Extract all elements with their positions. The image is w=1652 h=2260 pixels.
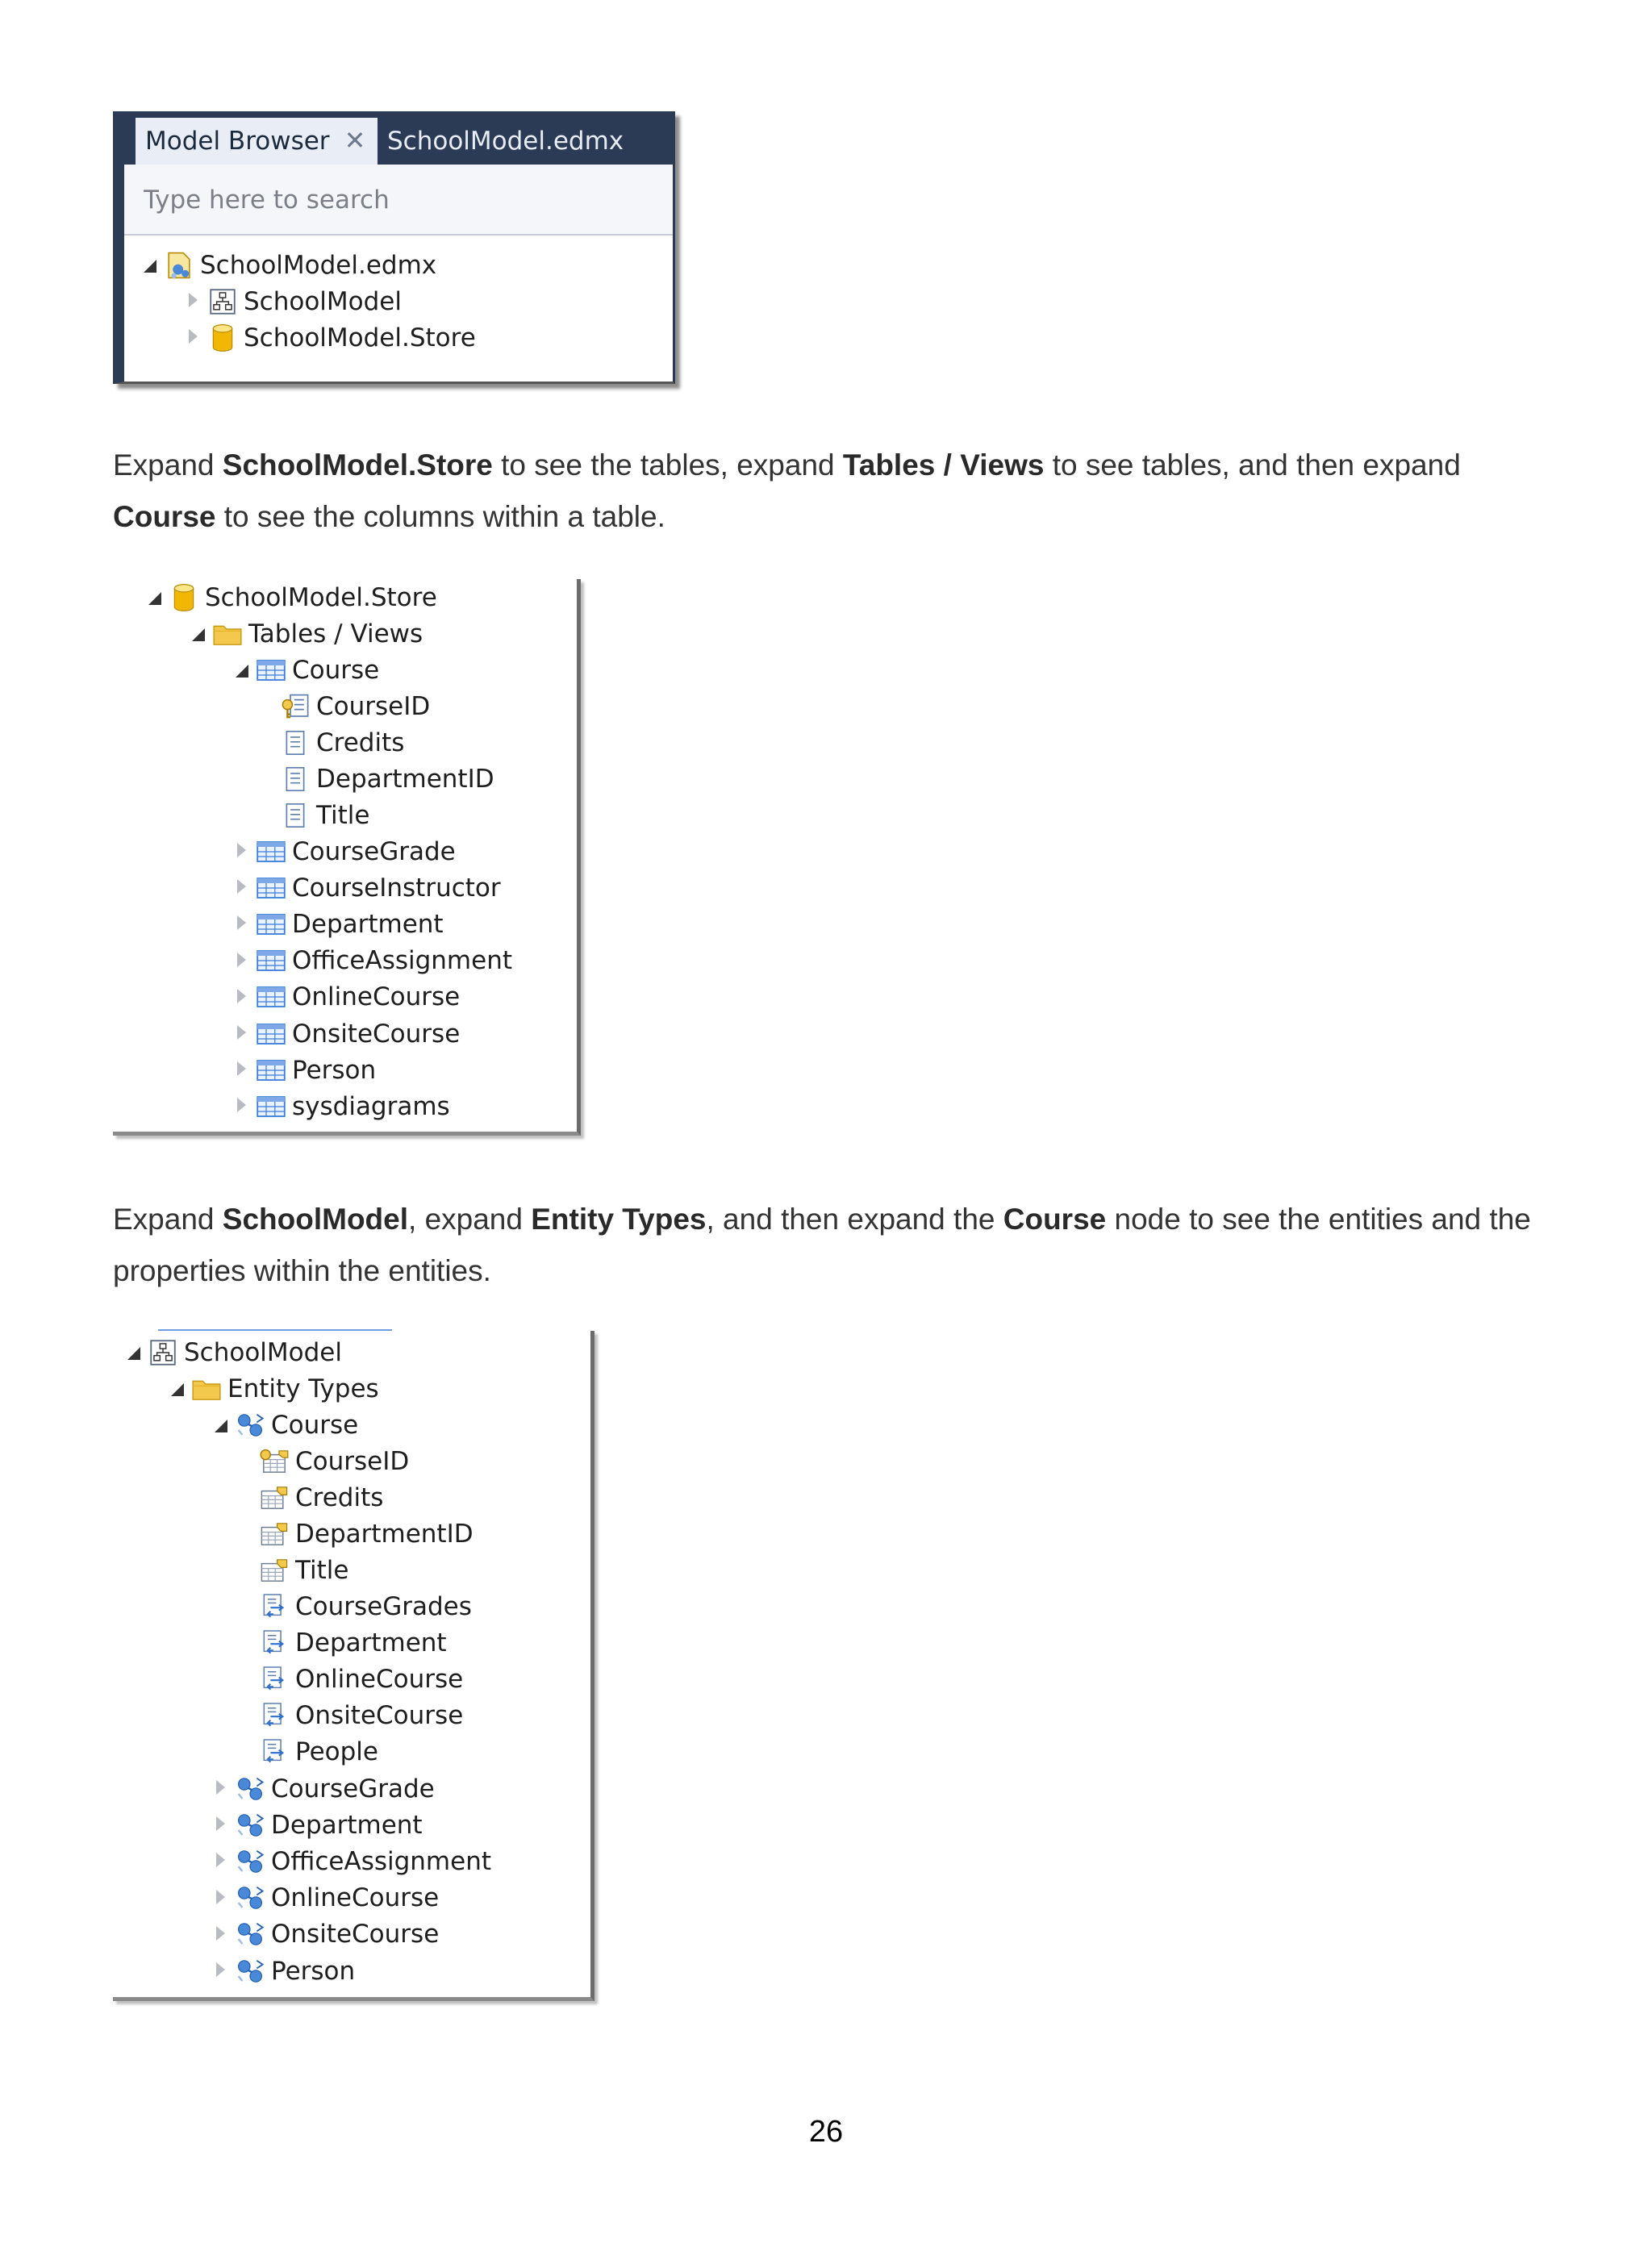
tree-node-label: CourseGrades bbox=[295, 1591, 472, 1621]
folder-icon bbox=[189, 1370, 224, 1407]
table-icon bbox=[253, 1052, 289, 1088]
tree-node-edmx-root[interactable] bbox=[139, 247, 436, 283]
expand-arrow-icon[interactable] bbox=[182, 319, 205, 356]
bold-text: Entity Types bbox=[531, 1203, 707, 1236]
table-icon bbox=[253, 1088, 289, 1124]
tree-node-label: Tables / Views bbox=[248, 619, 423, 648]
entity-icon bbox=[232, 1843, 268, 1879]
collapse-arrow-icon[interactable] bbox=[144, 579, 166, 615]
collapse-arrow-icon[interactable] bbox=[187, 615, 210, 652]
entity-icon bbox=[232, 1953, 268, 1989]
tree-node-label: CourseInstructor bbox=[292, 873, 501, 903]
page-number: 26 bbox=[808, 2115, 844, 2149]
expand-arrow-icon[interactable] bbox=[210, 1953, 232, 1989]
column-icon bbox=[277, 761, 313, 797]
tree-node-table[interactable] bbox=[231, 1052, 376, 1088]
tree-node-label: Entity Types bbox=[227, 1374, 379, 1403]
selection-line bbox=[158, 1329, 392, 1331]
database-icon bbox=[205, 319, 240, 356]
table-icon bbox=[253, 869, 289, 906]
expand-arrow-icon[interactable] bbox=[210, 1916, 232, 1953]
table-icon bbox=[253, 1015, 289, 1052]
bold-text: SchoolModel bbox=[222, 1203, 409, 1236]
indent-spacer bbox=[234, 1734, 257, 1770]
edmx-file-icon bbox=[161, 247, 197, 283]
tab-bar bbox=[124, 111, 673, 165]
bold-text: SchoolModel.Store bbox=[222, 448, 493, 482]
model-diagram-icon bbox=[205, 283, 240, 319]
database-icon bbox=[166, 579, 202, 615]
table-icon bbox=[253, 906, 289, 942]
expand-arrow-icon[interactable] bbox=[231, 833, 253, 869]
table-icon bbox=[253, 652, 289, 688]
tree-node-entity[interactable] bbox=[210, 1953, 355, 1989]
tree-node-label: Course bbox=[271, 1410, 359, 1440]
tree-node-entity[interactable] bbox=[210, 1770, 435, 1807]
entity-icon bbox=[232, 1880, 268, 1916]
tree-node-entity[interactable] bbox=[210, 1807, 423, 1843]
expand-arrow-icon[interactable] bbox=[231, 943, 253, 979]
tree-node-label: CourseGrade bbox=[292, 836, 456, 866]
text: Expand bbox=[113, 448, 223, 482]
tree-node-label: DepartmentID bbox=[316, 764, 494, 794]
tree-node-table[interactable] bbox=[231, 833, 456, 869]
property-icon bbox=[257, 1553, 292, 1589]
indent-spacer bbox=[234, 1443, 257, 1479]
model-diagram-icon bbox=[145, 1334, 181, 1370]
collapse-arrow-icon[interactable] bbox=[166, 1370, 189, 1407]
expand-arrow-icon[interactable] bbox=[231, 906, 253, 942]
table-icon bbox=[253, 833, 289, 869]
indent-spacer bbox=[255, 724, 277, 761]
tree-node-column[interactable] bbox=[255, 761, 494, 797]
bold-text: Course bbox=[113, 500, 216, 533]
collapse-arrow-icon[interactable] bbox=[231, 652, 253, 688]
entity-icon bbox=[232, 1916, 268, 1953]
instruction-paragraph-1 bbox=[113, 440, 1549, 543]
search-bar bbox=[124, 165, 673, 236]
tree-node-navigation-property[interactable] bbox=[234, 1698, 463, 1734]
tree-node-navigation-property[interactable] bbox=[234, 1588, 472, 1624]
tree-node-label: Title bbox=[295, 1556, 349, 1586]
tree-node-column[interactable] bbox=[255, 724, 404, 761]
tree-node-store-root[interactable] bbox=[144, 579, 437, 615]
tree-node-property[interactable] bbox=[234, 1479, 383, 1516]
entity-icon bbox=[232, 1407, 268, 1443]
tree-node-label: Person bbox=[292, 1055, 377, 1085]
tree-node-label: Person bbox=[271, 1956, 356, 1986]
tree-node-label: CourseID bbox=[295, 1446, 410, 1476]
expand-arrow-icon[interactable] bbox=[231, 869, 253, 906]
tree-node-table[interactable] bbox=[231, 1088, 450, 1124]
tree-node-table[interactable] bbox=[231, 869, 501, 906]
tree-node-label: OnsiteCourse bbox=[292, 1019, 461, 1049]
indent-spacer bbox=[255, 798, 277, 834]
tree-node-label: OnlineCourse bbox=[271, 1883, 440, 1913]
tree-node-label: sysdiagrams bbox=[292, 1091, 450, 1121]
indent-spacer bbox=[234, 1624, 257, 1661]
tree-node-property[interactable] bbox=[234, 1516, 473, 1552]
tree-node-label: DepartmentID bbox=[295, 1519, 473, 1549]
expand-arrow-icon[interactable] bbox=[210, 1807, 232, 1843]
tree-node-navigation-property[interactable] bbox=[234, 1734, 378, 1770]
text: , expand bbox=[408, 1203, 532, 1236]
expand-arrow-icon[interactable] bbox=[231, 1015, 253, 1052]
tree-node-label: SchoolModel bbox=[184, 1337, 342, 1367]
column-icon bbox=[277, 724, 313, 761]
tree-node-entity[interactable] bbox=[210, 1843, 491, 1879]
tree-node-column[interactable] bbox=[255, 798, 369, 834]
tree-node-label: OnsiteCourse bbox=[295, 1701, 464, 1731]
tree-node-label: Department bbox=[271, 1810, 423, 1840]
table-icon bbox=[253, 943, 289, 979]
tree-node-column[interactable] bbox=[255, 688, 430, 724]
tree-node-table[interactable] bbox=[231, 1015, 460, 1052]
expand-arrow-icon[interactable] bbox=[210, 1843, 232, 1879]
column-icon bbox=[277, 798, 313, 834]
tree-node-entity[interactable] bbox=[210, 1916, 439, 1953]
tree-node-property[interactable] bbox=[234, 1443, 409, 1479]
text: node to see the entities and the properties within the entities. bbox=[113, 1203, 1531, 1287]
tab-model-browser-label: Model Browser bbox=[145, 127, 330, 156]
text: Expand bbox=[113, 1203, 223, 1236]
tree-node-entity-types[interactable] bbox=[166, 1370, 379, 1407]
indent-spacer bbox=[234, 1479, 257, 1516]
tab-model-browser[interactable] bbox=[136, 118, 378, 165]
tree-node-label: OnsiteCourse bbox=[271, 1920, 440, 1949]
model-browser-panel bbox=[113, 111, 675, 384]
expand-arrow-icon[interactable] bbox=[231, 979, 253, 1015]
tree-node-table-course[interactable] bbox=[231, 652, 379, 688]
tree-node-label: SchoolModel.Store bbox=[244, 323, 476, 352]
expand-arrow-icon[interactable] bbox=[210, 1770, 232, 1807]
tree-node-label: People bbox=[295, 1737, 378, 1767]
expand-arrow-icon[interactable] bbox=[231, 1088, 253, 1124]
key-property-icon bbox=[257, 1443, 292, 1479]
tree-node-label: Credits bbox=[316, 728, 405, 757]
model-tree-panel bbox=[113, 1331, 594, 2001]
entity-icon bbox=[232, 1807, 268, 1843]
indent-spacer bbox=[234, 1516, 257, 1552]
tree-node-label: Credits bbox=[295, 1482, 384, 1512]
store-tree-panel bbox=[113, 579, 581, 1136]
bold-text: Course bbox=[1003, 1203, 1107, 1236]
tree-node-model-root[interactable] bbox=[123, 1334, 342, 1370]
tree-node-label: SchoolModel bbox=[244, 286, 402, 316]
tree-node-schoolmodel-store[interactable] bbox=[182, 319, 476, 356]
tree-node-label: OnlineCourse bbox=[295, 1664, 464, 1694]
collapse-arrow-icon[interactable] bbox=[139, 247, 161, 283]
indent-spacer bbox=[255, 761, 277, 797]
tree-node-navigation-property[interactable] bbox=[234, 1661, 463, 1697]
table-icon bbox=[253, 979, 289, 1015]
tree-node-table[interactable] bbox=[231, 943, 512, 979]
navigation-property-icon bbox=[257, 1624, 292, 1661]
property-icon bbox=[257, 1479, 292, 1516]
tree-node-label: Department bbox=[292, 909, 444, 939]
indent-spacer bbox=[255, 688, 277, 724]
bold-text: Tables / Views bbox=[842, 448, 1045, 482]
property-icon bbox=[257, 1516, 292, 1552]
text: to see the columns within a table. bbox=[215, 500, 665, 533]
tree-node-label: Course bbox=[292, 655, 380, 685]
indent-spacer bbox=[234, 1553, 257, 1589]
tab-schoolmodel-edmx[interactable]: SchoolModel.edmx bbox=[387, 127, 624, 156]
entity-icon bbox=[232, 1770, 268, 1807]
tree-node-label: SchoolModel.Store bbox=[205, 582, 437, 612]
folder-icon bbox=[210, 615, 245, 652]
navigation-property-icon bbox=[257, 1734, 292, 1770]
indent-spacer bbox=[234, 1698, 257, 1734]
tree-node-schoolmodel[interactable] bbox=[182, 283, 402, 319]
tree-node-property[interactable] bbox=[234, 1553, 348, 1589]
search-input[interactable] bbox=[144, 182, 579, 218]
tree-node-table[interactable] bbox=[231, 979, 460, 1015]
text: , and then expand the bbox=[706, 1203, 1003, 1236]
close-icon[interactable]: ✕ bbox=[344, 125, 366, 156]
tree-node-navigation-property[interactable] bbox=[234, 1624, 447, 1661]
tree-node-label: CourseID bbox=[316, 691, 431, 721]
instruction-paragraph-2 bbox=[113, 1194, 1549, 1297]
indent-spacer bbox=[234, 1588, 257, 1624]
collapse-arrow-icon[interactable] bbox=[210, 1407, 232, 1443]
tree-node-entity-course[interactable] bbox=[210, 1407, 358, 1443]
navigation-property-icon bbox=[257, 1661, 292, 1697]
expand-arrow-icon[interactable] bbox=[182, 283, 205, 319]
tree-node-label: Department bbox=[295, 1628, 447, 1657]
tree-node-label: CourseGrade bbox=[271, 1774, 435, 1803]
text: to see the tables, expand bbox=[492, 448, 843, 482]
primary-key-column-icon bbox=[277, 688, 313, 724]
tree-node-entity[interactable] bbox=[210, 1880, 439, 1916]
tree-node-tables-views[interactable] bbox=[187, 615, 423, 652]
tree-node-label: SchoolModel.edmx bbox=[200, 250, 437, 280]
tree-node-label: Title bbox=[316, 801, 370, 831]
tree-node-table[interactable] bbox=[231, 906, 444, 942]
text: to see tables, and then expand bbox=[1044, 448, 1461, 482]
expand-arrow-icon[interactable] bbox=[210, 1880, 232, 1916]
tree-node-label: OnlineCourse bbox=[292, 982, 461, 1012]
collapse-arrow-icon[interactable] bbox=[123, 1334, 145, 1370]
navigation-property-icon bbox=[257, 1588, 292, 1624]
expand-arrow-icon[interactable] bbox=[231, 1052, 253, 1088]
navigation-property-icon bbox=[257, 1698, 292, 1734]
tree-node-label: OfficeAssignment bbox=[271, 1846, 492, 1876]
tree-node-label: OfficeAssignment bbox=[292, 946, 513, 976]
indent-spacer bbox=[234, 1661, 257, 1697]
